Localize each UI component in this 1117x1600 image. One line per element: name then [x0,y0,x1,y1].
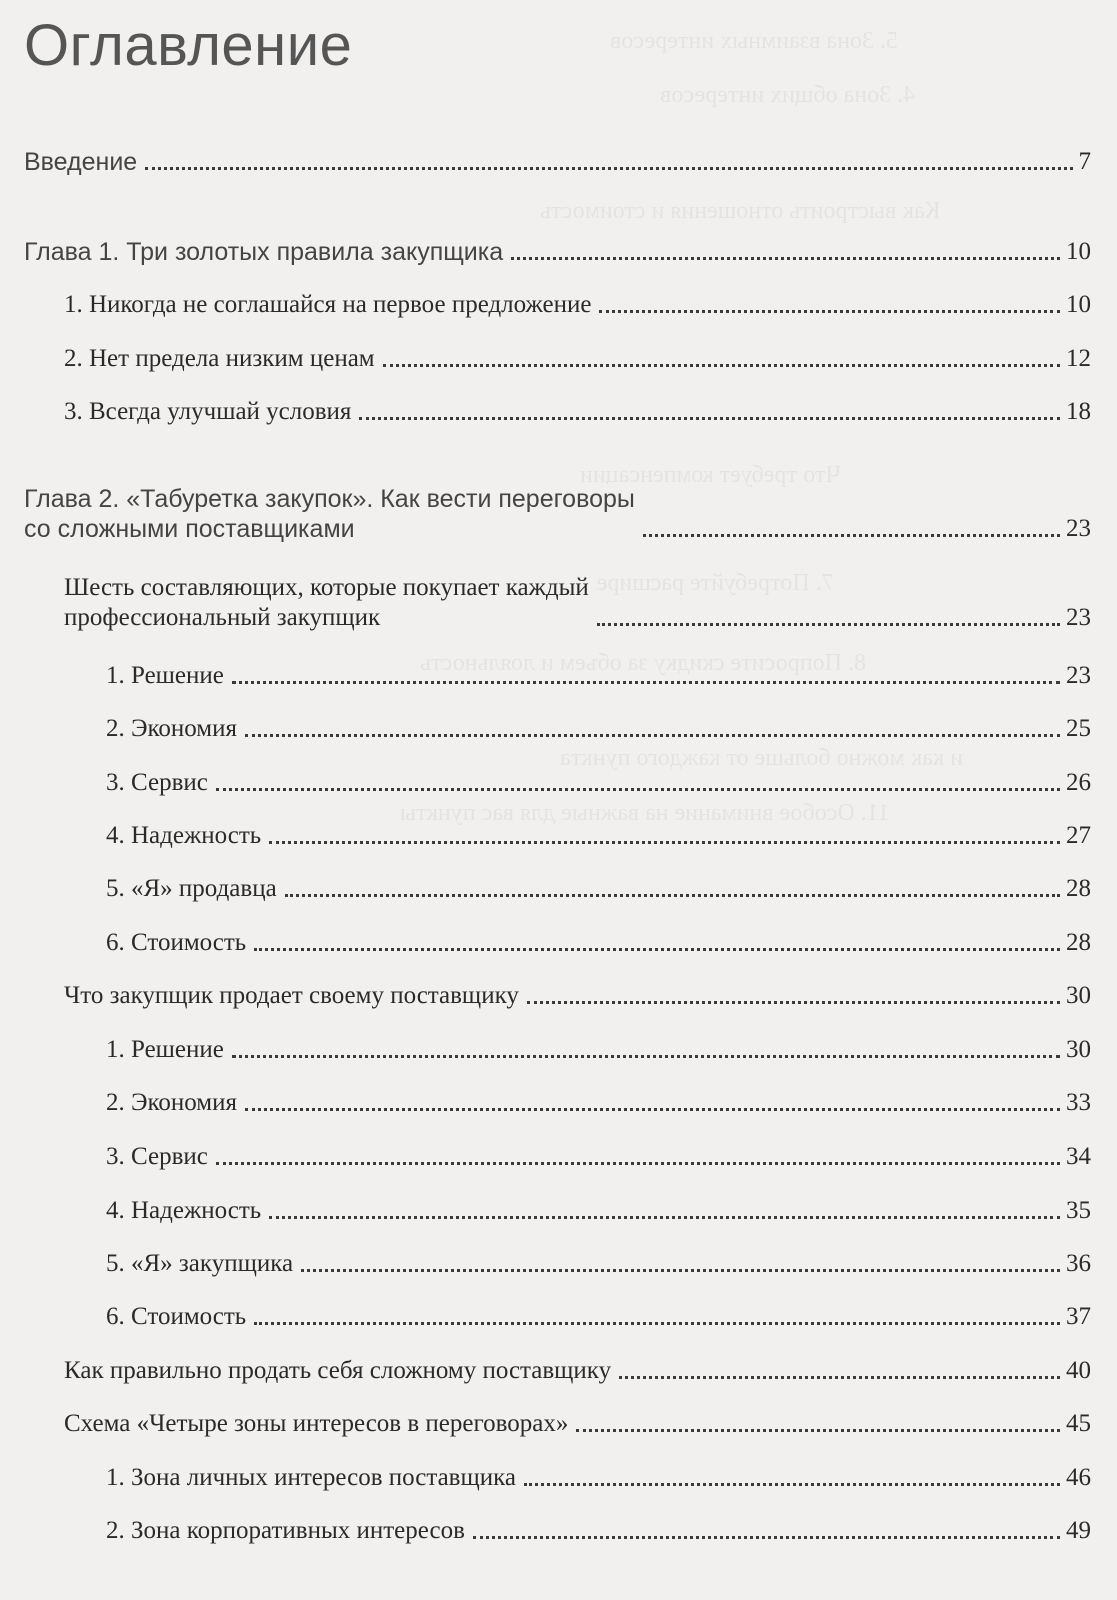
toc-entry-subsection[interactable] [106,874,1091,904]
toc-entry-section[interactable] [64,397,1091,427]
toc-entry-subsection[interactable] [106,1249,1091,1279]
toc-entry-title: 6. Стоимость [106,928,252,958]
toc-entry-subsection[interactable] [106,1035,1091,1065]
dot-leader [576,1429,1060,1432]
toc-entry-page: 10 [1066,238,1091,265]
dot-leader [301,1269,1060,1272]
toc-entry-title: Схема «Четыре зоны интересов в переговорах» [64,1409,574,1439]
toc-entry-title: 6. Стоимость [106,1302,252,1332]
toc-entry-page: 30 [1066,982,1091,1009]
toc-entry-title: 2. Нет предела низким ценам [64,344,381,374]
toc-entry-title: 2. Экономия [106,1088,243,1118]
dot-leader [285,894,1060,897]
toc-entry-title: Глава 1. Три золотых правила закупщика [24,237,509,267]
toc-entry-subsection[interactable] [106,1516,1091,1546]
toc-entry-page: 28 [1066,929,1091,956]
toc-entry-subsection[interactable] [106,768,1091,798]
toc-entry-page: 23 [1066,515,1091,542]
toc-entry-subsection[interactable] [106,1196,1091,1226]
toc-entry-section[interactable] [64,1356,1091,1386]
toc-entry-title: 1. Зона личных интересов поставщика [106,1463,522,1493]
dot-leader [597,623,1060,626]
toc-entry-subsection[interactable] [106,928,1091,958]
toc-entry-title: Введение [24,147,143,177]
dot-leader [269,1216,1060,1219]
toc-entry-page: 18 [1066,398,1091,425]
toc-entry-section[interactable] [64,573,1091,633]
toc-entry-title-line-2: со сложными поставщиками [24,515,355,543]
toc-entry-subsection[interactable] [106,661,1091,691]
toc-entry-subsection[interactable] [106,714,1091,744]
dot-leader [216,1162,1060,1165]
dot-leader [524,1483,1060,1486]
toc-entry-section[interactable] [64,1409,1091,1439]
toc-entry-page: 28 [1066,875,1091,902]
toc-entry-title: 1. Решение [106,661,230,691]
dot-leader [473,1536,1060,1539]
toc-entry-title: 5. «Я» закупщика [106,1249,299,1279]
dot-leader [216,788,1060,791]
dot-leader [245,734,1060,737]
toc-entry-subsection[interactable] [106,1463,1091,1493]
toc-entry-title: 5. «Я» продавца [106,874,283,904]
toc-entry-page: 37 [1066,1303,1091,1330]
toc-entry-title-line-1: Шесть составляющих, которые покупает каждый [64,574,589,601]
dot-leader [254,1322,1060,1325]
toc-entry-section[interactable] [64,981,1091,1011]
toc-entry-section[interactable] [64,344,1091,374]
toc-entry-page: 34 [1066,1143,1091,1170]
toc-entry-title-line-2: профессиональный закупщик [64,604,381,631]
toc-entry-page: 25 [1066,715,1091,742]
toc-entry-page: 36 [1066,1250,1091,1277]
dot-leader [359,417,1060,420]
dot-leader [383,364,1060,367]
toc-entry-title: 3. Сервис [106,1142,214,1172]
dot-leader [619,1376,1060,1379]
toc-entry-title: 2. Экономия [106,714,243,744]
dot-leader [527,1001,1060,1004]
toc-entry-page: 12 [1066,345,1091,372]
dot-leader [643,534,1060,537]
toc-entry-page: 10 [1066,291,1091,318]
toc-entry-title: 2. Зона корпоративных интересов [106,1516,471,1546]
dot-leader [245,1108,1060,1111]
dot-leader [145,167,1072,170]
toc-entry-page: 7 [1078,148,1091,175]
toc-entry-title: 1. Никогда не соглашайся на первое предложение [64,290,597,320]
dot-leader [269,841,1060,844]
dot-leader [511,257,1060,260]
bleed-through-text: 5. Зона взаимных интересов 4. Зона общих интересов Как выстроить отношения и стоимость Что требует компенсации 7. Потребуйте расширения 8. Попросите скидку за объем и лояльность и как можно больше от каждого пункта 11. Особое внимание на важные для вас пункты [400,28,964,826]
toc-entry-title-line-1: Глава 2. «Табуретка закупок». Как вести переговоры [24,485,635,513]
toc-entry-subsection[interactable] [106,1302,1091,1332]
toc-entry-subsection[interactable] [106,821,1091,851]
toc-entry-title: Как правильно продать себя сложному поставщику [64,1356,617,1386]
toc-entry-page: 33 [1066,1089,1091,1116]
toc-entry-page: 35 [1066,1197,1091,1224]
toc-entry-page: 40 [1066,1357,1091,1384]
dot-leader [254,948,1060,951]
toc-entry-title [24,484,641,544]
toc-entry-title: 1. Решение [106,1035,230,1065]
toc-entry-title: 3. Всегда улучшай условия [64,397,357,427]
toc-entry-page: 26 [1066,769,1091,796]
toc-entry-chapter-1[interactable] [24,237,1091,267]
toc-entry-section[interactable] [64,290,1091,320]
toc-entry-title [64,573,595,633]
toc-entry-title: 3. Сервис [106,768,214,798]
toc-entry-subsection[interactable] [106,1142,1091,1172]
toc-entry-title: Что закупщик продает своему поставщику [64,981,525,1011]
toc-entry-page: 30 [1066,1036,1091,1063]
dot-leader [232,1055,1060,1058]
toc-entry-title: 4. Надежность [106,821,267,851]
toc-entry-chapter-2[interactable] [24,484,1091,544]
toc-entry-page: 46 [1066,1464,1091,1491]
toc-entry-title: 4. Надежность [106,1196,267,1226]
toc-entry-page: 23 [1066,662,1091,689]
dot-leader [232,681,1060,684]
toc-entry-subsection[interactable] [106,1088,1091,1118]
toc-entry-page: 49 [1066,1517,1091,1544]
toc-entry-introduction[interactable] [24,147,1091,177]
toc-entry-page: 45 [1066,1410,1091,1437]
toc-entry-page: 23 [1066,604,1091,631]
toc-title: Оглавление [24,13,353,78]
dot-leader [599,310,1060,313]
toc-entry-page: 27 [1066,822,1091,849]
